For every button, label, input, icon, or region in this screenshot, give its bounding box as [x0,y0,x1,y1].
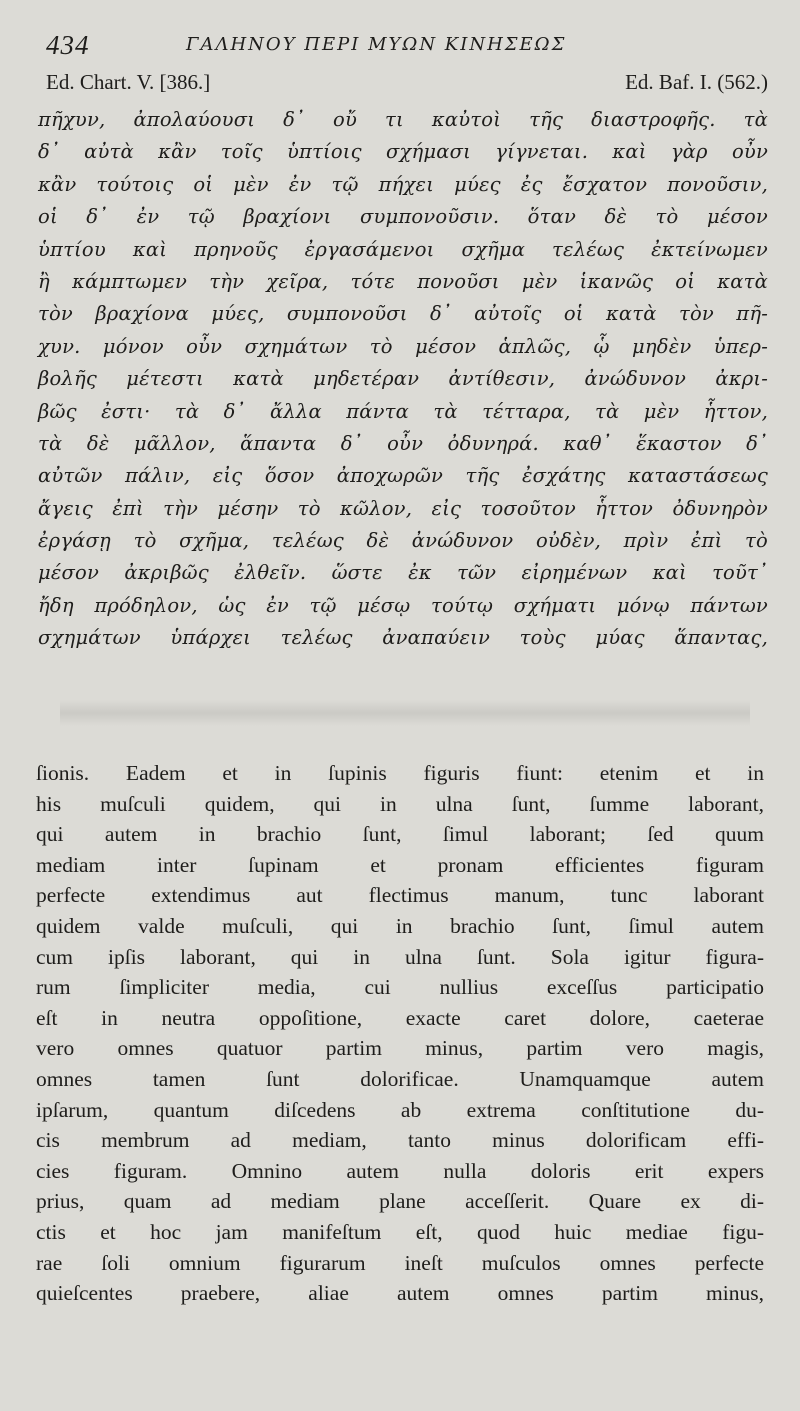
latin-line: omnes tamen ſunt dolorificae. Unamquamque autem [36,1066,764,1091]
bleed-through-shadow [60,700,750,726]
greek-line: βῶς ἐστι· τὰ δ᾽ ἄλλα πάντα τὰ τέτταρα, τὰ μὲν ἧττον, [38,399,768,423]
latin-line: quieſcentes praebere, aliae autem omnes partim minus, [36,1281,764,1306]
greek-line: αὐτῶν πάλιν, εἰς ὅσον ἀποχωρῶν τῆς ἐσχάτης καταστάσεως [38,464,768,488]
latin-line: prius, quam ad mediam plane acceſſerit. Quare ex di- [36,1189,764,1214]
greek-line: ἄγεις ἐπὶ τὴν μέσην τὸ κῶλον, εἰς τοσοῦτον ἧττον ὀδυνηρὸν [38,496,768,520]
greek-line: βολῆς μέτεστι κατὰ μηδετέραν ἀντίθεσιν, ἀνώδυνον ἀκρι- [38,367,768,391]
latin-line: ipſarum, quantum diſcedens ab extrema conſtitutione du- [36,1097,764,1122]
greek-line: ὑπτίου καὶ πρηνοῦς ἐργασάμενοι σχῆμα τελέως ἐκτείνωμεν [38,237,768,261]
latin-line: cies figuram. Omnino autem nulla doloris erit expers [36,1158,764,1183]
latin-line: cis membrum ad mediam, tanto minus dolorificam effi- [36,1128,764,1153]
greek-line: σχημάτων ὑπάρχει τελέως ἀναπαύειν τοὺς μύας ἅπαντας, [38,626,768,650]
latin-line: cum ipſis laborant, qui in ulna ſunt. Sola igitur figura- [36,944,764,969]
latin-text-block [36,758,764,1309]
greek-line: κἂν τούτοις οἱ μὲν ἐν τῷ πήχει μύες ἐς ἔσχατον πονοῦσιν, [38,172,768,196]
page-number: 434 [46,30,90,60]
greek-line: μέσον ἀκριβῶς ἐλθεῖν. ὥστε ἐκ τῶν εἰρημένων καὶ τοῦτ᾽ [38,561,768,585]
latin-line: quidem valde muſculi, qui in brachio ſunt, ſimul autem [36,913,764,938]
edition-reference-chartier: Ed. Chart. V. [386.] [46,70,211,94]
latin-line: rae ſoli omnium figurarum ineſt muſculos omnes perfecte [36,1250,764,1275]
edition-reference-basel: Ed. Baf. I. (562.) [625,70,768,94]
latin-line: ctis et hoc jam manifeſtum eſt, quod huic mediae figu- [36,1219,764,1244]
greek-line: δ᾽ αὐτὰ κἂν τοῖς ὑπτίοις σχήμασι γίγνεται. καὶ γὰρ οὖν [38,140,768,164]
latin-line: eſt in neutra oppoſitione, exacte caret dolore, caeterae [36,1005,764,1030]
greek-line: ἤδη πρόδηλον, ὡς ἐν τῷ μέσῳ τούτῳ σχήματι μόνῳ πάντων [38,593,768,617]
latin-line: vero omnes quatuor partim minus, partim vero magis, [36,1036,764,1061]
greek-line: χυν. μόνον οὖν σχημάτων τὸ μέσον ἁπλῶς, ᾧ μηδὲν ὑπερ- [38,334,768,358]
greek-line: οἱ δ᾽ ἐν τῷ βραχίονι συμπονοῦσιν. ὅταν δὲ τὸ μέσον [38,205,768,229]
greek-line: ἢ κάμπτωμεν τὴν χεῖρα, τότε πονοῦσι μὲν ἱκανῶς οἱ κατὰ [38,269,768,293]
greek-line: τὰ δὲ μᾶλλον, ἅπαντα δ᾽ οὖν ὀδυνηρά. καθ᾽ ἕκαστον δ᾽ [38,431,768,455]
latin-line: ſionis. Eadem et in ſupinis figuris fiunt: etenim et in [36,761,764,785]
latin-line: mediam inter ſupinam et pronam efficientes figuram [36,852,764,877]
latin-line: qui autem in brachio ſunt, ſimul laborant; ſed quum [36,822,764,847]
greek-line: ἐργάσῃ τὸ σχῆμα, τελέως δὲ ἀνώδυνον οὐδὲν, πρὶν ἐπὶ τὸ [38,529,768,553]
latin-line: rum ſimpliciter media, cui nullius exceſſus participatio [36,975,764,1000]
greek-line: τὸν βραχίονα μύες, συμπονοῦσι δ᾽ αὐτοῖς οἱ κατὰ τὸν πῆ- [38,302,768,326]
running-title: ΓΑΛΗΝΟΥ ΠΕΡΙ ΜΥΩΝ ΚΙΝΗΣΕΩΣ [186,34,567,55]
latin-line: perfecte extendimus aut flectimus manum, tunc laborant [36,883,764,908]
latin-line: his muſculi quidem, qui in ulna ſunt, ſumme laborant, [36,791,764,816]
greek-line: πῆχυν, ἀπολαύουσι δ᾽ οὔ τι καὐτοὶ τῆς διαστροφῆς. τὰ [38,108,768,131]
page-header [46,28,766,64]
edition-reference-line [46,70,768,98]
greek-text-block [38,104,768,655]
